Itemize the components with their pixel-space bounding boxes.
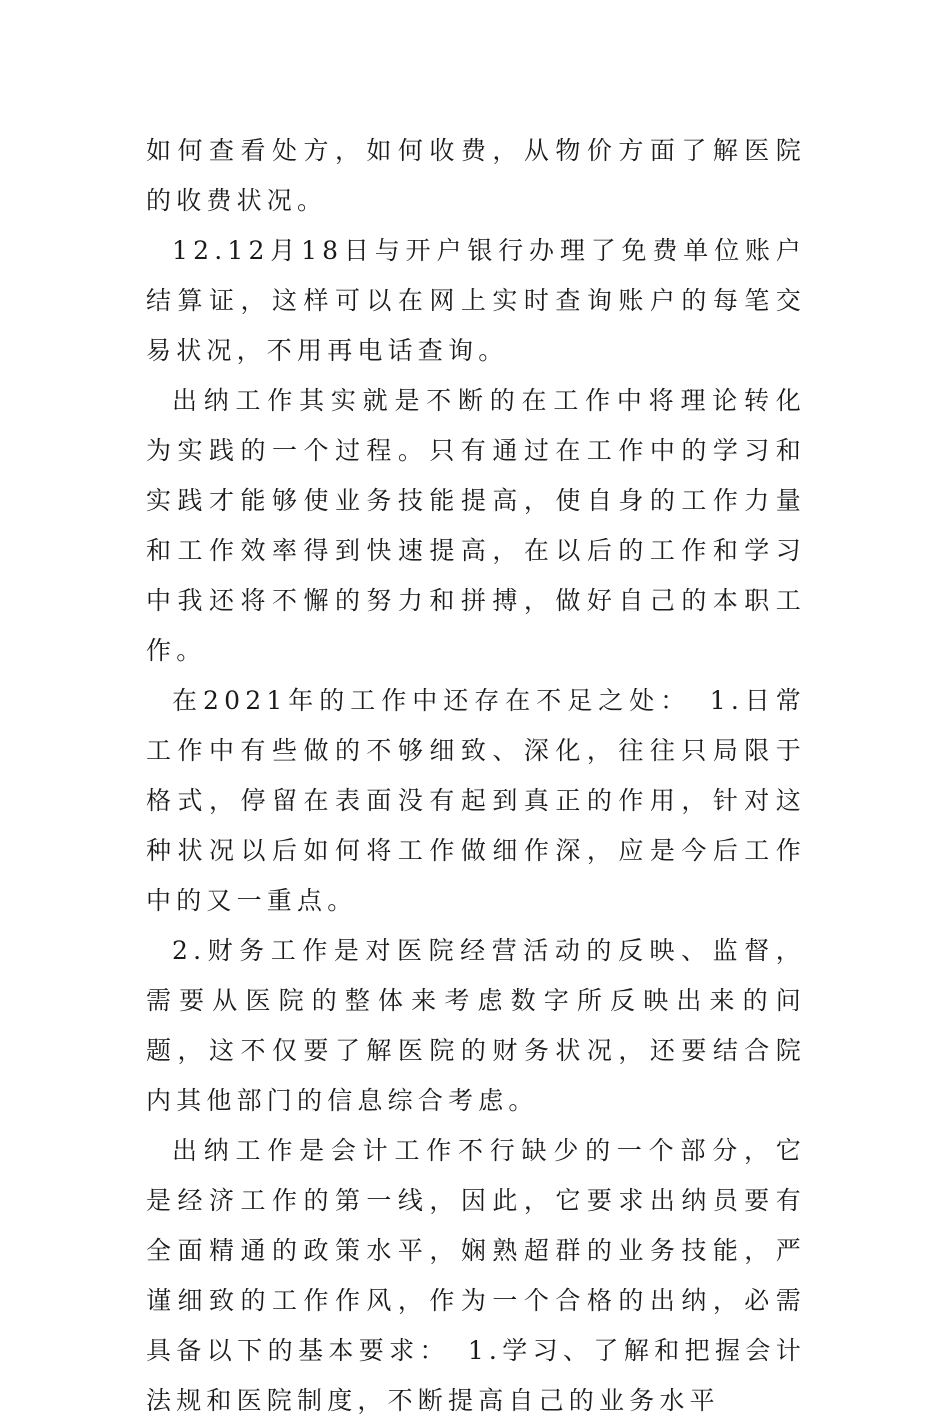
document-body [146, 126, 806, 1426]
paragraph: 出纳工作其实就是不断的在工作中将理论转化为实践的一个过程。只有通过在工作中的学习和实践才能够使业务技能提高，使自身的工作力量和工作效率得到快速提高，在以后的工作和学习中我还将不懈的努力和拼搏，做好自己的本职工作。 [146, 386, 806, 665]
paragraph: 如何查看处方，如何收费，从物价方面了解医院的收费状况。 [146, 136, 806, 215]
paragraph: 在2021年的工作中还存在不足之处： 1.日常工作中有些做的不够细致、深化，往往只局限于格式，停留在表面没有起到真正的作用，针对这种状况以后如何将工作做细作深，应是今后工作中的又一重点。 [146, 686, 806, 915]
paragraph: 2.财务工作是对医院经营活动的反映、监督，需要从医院的整体来考虑数字所反映出来的问题，这不仅要了解医院的财务状况，还要结合院内其他部门的信息综合考虑。 [146, 936, 806, 1115]
paragraph: 12.12月18日与开户银行办理了免费单位账户结算证，这样可以在网上实时查询账户的每笔交易状况，不用再电话查询。 [146, 236, 806, 365]
paragraph: 出纳工作是会计工作不行缺少的一个部分，它是经济工作的第一线，因此，它要求出纳员要有全面精通的政策水平，娴熟超群的业务技能，严谨细致的工作作风，作为一个合格的出纳，必需具备以下的基本要求： 1.学习、了解和把握会计法规和医院制度，不断提高自己的业务水平 [146, 1136, 806, 1415]
